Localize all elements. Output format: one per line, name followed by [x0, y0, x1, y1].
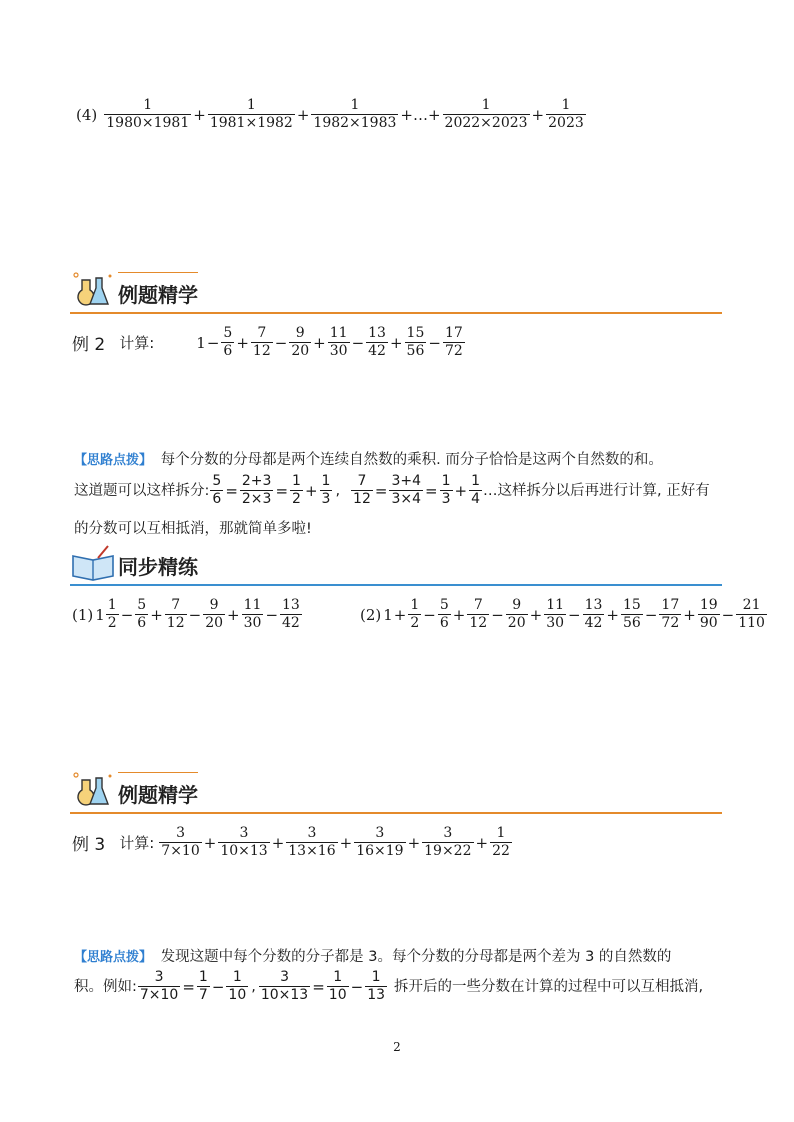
fraction: $\frac{15}{56}$ [406, 325, 425, 359]
fraction: $\frac{1}{1980\times 1981}$ [106, 97, 190, 131]
problem-label: (4) [76, 105, 98, 124]
hint-3-line-1: 【思路点拨】 发现这题中每个分数的分子都是 3。每个分数的分母都是两个差为 3 的自然数的 [74, 949, 672, 965]
practice-1: (1) 1 $\frac{1}{2}$ − $\frac{5}{6}$ + $\frac{7}{12}$ − $\frac{9}{20}$ + $\frac{11}{30}$ − $\frac{13}{42}$ [72, 597, 300, 631]
section-title: 同步精练 [118, 555, 198, 579]
section-header-examples [70, 268, 722, 314]
hint-2-line-3: 的分数可以互相抵消，那就简单多啦! [74, 521, 312, 537]
problem-4: (4) $\frac{1}{1980\times 1981}$ + $\frac{1}{1981\times 1982}$ + $\frac{1}{1982\times 1983}$ +…+ $\frac{1}{2022\times 2023}$ + $\frac{1}{2023}$ [76, 97, 584, 131]
fraction: $\frac{1}{1981\times 1982}$ [209, 97, 293, 131]
book-icon [70, 542, 116, 582]
fraction: $\frac{17}{72}$ [444, 325, 463, 359]
page-number: 2 [393, 1040, 401, 1054]
example-2: 例 2 计算: 1 − $\frac{5}{6}$ + $\frac{7}{12}$ − $\frac{9}{20}$ + $\frac{11}{30}$ − $\frac{13}{42}$ + $\frac{15}{56}$ − $\frac{17}{72}$ [72, 325, 463, 359]
fraction: $\frac{1}{2022\times 2023}$ [444, 97, 528, 131]
example-prompt: 计算: [119, 334, 155, 352]
flask-icon [70, 770, 116, 810]
hint-tag: 【思路点拨】 [74, 453, 153, 468]
hint-2-line-2: 这道题可以这样拆分: $\frac{5}{6}$ = $\frac{2+3}{2\times 3}$ = $\frac{1}{2}$ + $\frac{1}{3}$ , $\frac{7}{12}$ = $\frac{3+4}{3\times 4}$ = $\frac{1}{3}$ + $\frac{1}{4}$ …这样拆分以后再进行计算, 正好有 [74, 473, 710, 507]
section-title: 例题精学 [118, 783, 198, 807]
fraction: $\frac{11}{30}$ [329, 325, 348, 359]
fraction: $\frac{5}{6}$ [223, 325, 233, 359]
example-prompt: 计算: [119, 834, 155, 852]
practice-2: (2) 1 + $\frac{1}{2}$ − $\frac{5}{6}$ + $\frac{7}{12}$ − $\frac{9}{20}$ + $\frac{11}{30}$ − $\frac{13}{42}$ + $\frac{15}{56}$ − $\frac{17}{72}$ + $\frac{19}{90}$ − $\frac{21}{110}$ [360, 597, 765, 631]
example-label: 例 3 [72, 835, 106, 855]
fraction: $\frac{1}{1982\times 1983}$ [313, 97, 397, 131]
hint-3-line-2: 积。例如: $\frac{3}{7\times 10}$ = $\frac{1}{7}$ − $\frac{1}{10}$ , $\frac{3}{10\times 13}$ = $\frac{1}{10}$ − $\frac{1}{13}$ 拆开后的一些分数在计算的过程中可以互相抵消, [74, 969, 704, 1003]
section-header-examples [70, 768, 722, 814]
fraction: $\frac{7}{12}$ [252, 325, 271, 359]
fraction: $\frac{13}{42}$ [368, 325, 386, 359]
practice-label: (2) [360, 605, 382, 624]
example-3: 例 3 计算: $\frac{3}{7\times 10}$ + $\frac{3}{10\times 13}$ + $\frac{3}{13\times 16}$ + $\frac{3}{16\times 19}$ + $\frac{3}{19\times 22}$ + $\frac{1}{22}$ [72, 825, 510, 859]
flask-icon [70, 270, 116, 310]
section-title: 例题精学 [118, 283, 198, 307]
hint-2-line-1: 【思路点拨】 每个分数的分母都是两个连续自然数的乘积. 而分子恰恰是这两个自然数的和。 [74, 452, 663, 468]
practice-label: (1) [72, 605, 94, 624]
fraction: $\frac{9}{20}$ [291, 325, 310, 359]
fraction: $\frac{1}{2023}$ [548, 97, 584, 131]
ellipsis: +…+ [400, 105, 441, 124]
section-header-practice [70, 540, 722, 586]
hint-tag: 【思路点拨】 [74, 950, 153, 965]
example-label: 例 2 [72, 335, 106, 355]
